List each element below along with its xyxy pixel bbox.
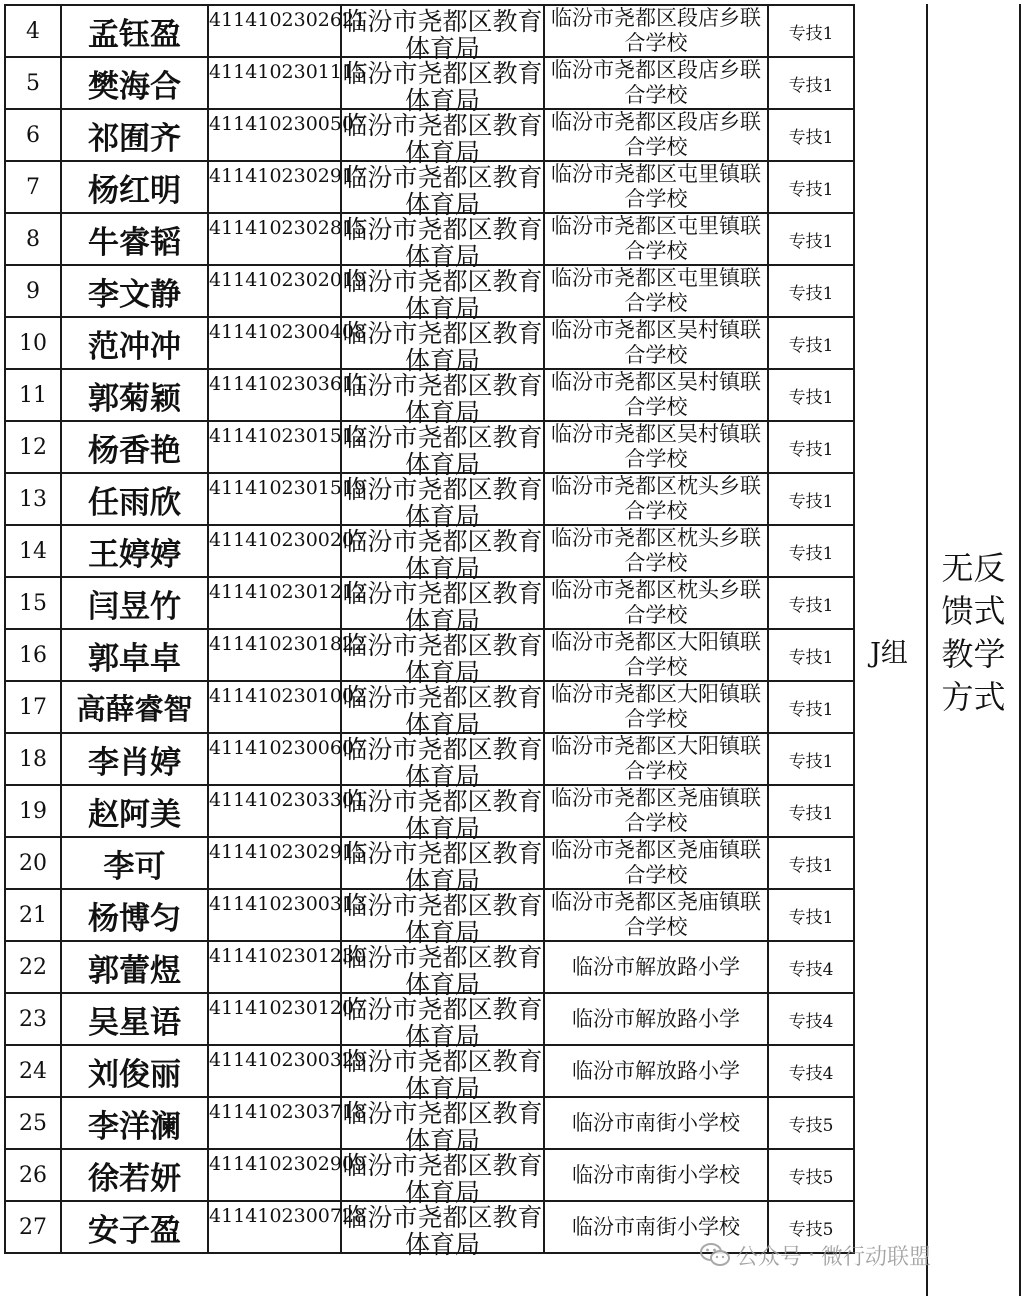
candidate-name: 祁囿齐 (61, 109, 208, 161)
table-row (5, 889, 854, 941)
table-row (5, 421, 854, 473)
candidate-name: 闫昱竹 (61, 577, 208, 629)
hiring-unit-cell (341, 317, 544, 375)
school-name: 临汾市解放路小学 (572, 1059, 740, 1083)
exam-id-cell (208, 629, 367, 681)
school-name: 临汾市尧都区尧庙镇联合学校 (551, 838, 761, 887)
exam-id-cell (208, 473, 367, 525)
hiring-unit-cell (341, 161, 544, 219)
exam-id-cell (208, 1149, 367, 1201)
post-code: 专技1 (768, 317, 854, 369)
exam-id: 4114102301115 (209, 61, 367, 83)
exam-id-cell (208, 265, 367, 317)
post-code: 专技5 (768, 1201, 854, 1253)
row-number: 12 (5, 421, 61, 473)
row-number: 11 (5, 369, 61, 421)
table-row (5, 1097, 854, 1149)
school-name-cell (544, 993, 768, 1045)
post-code: 专技1 (768, 473, 854, 525)
school-name: 临汾市南街小学校 (572, 1163, 740, 1187)
hiring-unit-cell (341, 681, 544, 739)
post-code: 专技5 (768, 1097, 854, 1149)
exam-id: 4114102302917 (209, 165, 367, 187)
hiring-unit: 临汾市尧都区教育体育局 (342, 943, 543, 999)
row-number: 6 (5, 109, 61, 161)
school-name: 临汾市尧都区屯里镇联合学校 (551, 214, 761, 263)
exam-id: 4114102302915 (209, 841, 367, 863)
table-row (5, 57, 854, 109)
hiring-unit-cell (341, 421, 544, 479)
table-row (5, 785, 854, 837)
group-cell (852, 4, 928, 1296)
candidate-name: 郭蕾煜 (61, 941, 208, 993)
exam-id: 4114102303301 (209, 789, 367, 811)
school-name-cell (544, 785, 768, 837)
hiring-unit-cell (341, 265, 544, 323)
post-code: 专技5 (768, 1149, 854, 1201)
watermark-account: 微行动联盟 (821, 1244, 932, 1270)
school-name-cell (544, 109, 768, 161)
post-code: 专技4 (768, 941, 854, 993)
candidate-name: 李肖婷 (61, 733, 208, 785)
school-name-cell (544, 941, 768, 993)
school-name: 临汾市解放路小学 (572, 1007, 740, 1031)
exam-id: 4114102301212 (209, 581, 367, 603)
exam-id-cell (208, 785, 367, 837)
hiring-unit-cell (341, 525, 544, 583)
exam-id-cell (208, 57, 367, 109)
school-name-cell (544, 369, 768, 421)
row-number: 9 (5, 265, 61, 317)
school-name: 临汾市尧都区屯里镇联合学校 (551, 162, 761, 211)
exam-id: 4114102302621 (209, 9, 367, 31)
post-code: 专技1 (768, 785, 854, 837)
school-name: 临汾市解放路小学 (572, 955, 740, 979)
hiring-unit: 临汾市尧都区教育体育局 (342, 631, 543, 687)
row-number: 13 (5, 473, 61, 525)
table-row (5, 577, 854, 629)
post-code: 专技4 (768, 1045, 854, 1097)
hiring-unit: 临汾市尧都区教育体育局 (342, 111, 543, 167)
school-name: 临汾市尧都区段店乡联合学校 (551, 110, 761, 159)
exam-id-cell (208, 1097, 367, 1149)
hiring-unit: 临汾市尧都区教育体育局 (342, 59, 543, 115)
school-name-cell (544, 213, 768, 265)
school-name-cell (544, 525, 768, 577)
hiring-unit: 临汾市尧都区教育体育局 (342, 267, 543, 323)
school-name: 临汾市尧都区枕头乡联合学校 (551, 578, 761, 627)
exam-id-cell (208, 993, 367, 1045)
post-code: 专技1 (768, 421, 854, 473)
row-number: 7 (5, 161, 61, 213)
school-name-cell (544, 837, 768, 889)
exam-id-cell (208, 213, 367, 265)
hiring-unit: 临汾市尧都区教育体育局 (342, 579, 543, 635)
school-name-cell (544, 161, 768, 213)
school-name-cell (544, 57, 768, 109)
exam-id: 4114102302815 (209, 217, 367, 239)
school-name: 临汾市南街小学校 (572, 1215, 740, 1239)
hiring-unit: 临汾市尧都区教育体育局 (342, 7, 543, 63)
hiring-unit: 临汾市尧都区教育体育局 (342, 683, 543, 739)
hiring-unit: 临汾市尧都区教育体育局 (342, 735, 543, 791)
hiring-unit: 临汾市尧都区教育体育局 (342, 319, 543, 375)
candidate-name: 杨香艳 (61, 421, 208, 473)
post-code: 专技1 (768, 837, 854, 889)
row-number: 5 (5, 57, 61, 109)
teaching-mode-label: 无反馈式教学方式 (941, 548, 1006, 716)
candidate-name: 樊海合 (61, 57, 208, 109)
school-name-cell (544, 473, 768, 525)
exam-id-cell (208, 5, 367, 57)
row-number: 10 (5, 317, 61, 369)
watermark-separator: · (808, 1242, 816, 1268)
row-number: 8 (5, 213, 61, 265)
exam-id: 4114102303611 (209, 373, 367, 395)
candidate-name: 吴星语 (61, 993, 208, 1045)
candidate-name: 王婷婷 (61, 525, 208, 577)
row-number: 26 (5, 1149, 61, 1201)
school-name-cell (544, 577, 768, 629)
school-name: 临汾市尧都区枕头乡联合学校 (551, 474, 761, 523)
school-name: 临汾市南街小学校 (572, 1111, 740, 1135)
candidate-name: 徐若妍 (61, 1149, 208, 1201)
teaching-mode-cell (928, 4, 1021, 1296)
post-code: 专技1 (768, 109, 854, 161)
school-name-cell (544, 889, 768, 941)
school-name-cell (544, 1097, 768, 1149)
table-row (5, 161, 854, 213)
hiring-unit-cell (341, 369, 544, 427)
table-row (5, 941, 854, 993)
post-code: 专技4 (768, 993, 854, 1045)
hiring-unit-cell (341, 1149, 544, 1207)
table-row (5, 837, 854, 889)
row-number: 27 (5, 1201, 61, 1253)
candidate-name: 李可 (61, 837, 208, 889)
hiring-unit: 临汾市尧都区教育体育局 (342, 995, 543, 1051)
post-code: 专技1 (768, 629, 854, 681)
exam-id: 4114102300408 (209, 321, 367, 343)
table-row (5, 369, 854, 421)
table-row (5, 1045, 854, 1097)
post-code: 专技1 (768, 265, 854, 317)
post-code: 专技1 (768, 369, 854, 421)
exam-id-cell (208, 421, 367, 473)
school-name-cell (544, 265, 768, 317)
exam-id: 4114102301822 (209, 633, 367, 655)
candidate-name: 李文静 (61, 265, 208, 317)
hiring-unit-cell (341, 109, 544, 167)
hiring-unit: 临汾市尧都区教育体育局 (342, 423, 543, 479)
school-name-cell (544, 5, 768, 57)
school-name-cell (544, 733, 768, 785)
row-number: 22 (5, 941, 61, 993)
hiring-unit-cell (341, 1045, 544, 1103)
hiring-unit: 临汾市尧都区教育体育局 (342, 215, 543, 271)
school-name: 临汾市尧都区段店乡联合学校 (551, 58, 761, 107)
wechat-icon (700, 1242, 730, 1268)
candidate-name: 杨红明 (61, 161, 208, 213)
exam-id: 4114102301519 (209, 477, 367, 499)
hiring-unit: 临汾市尧都区教育体育局 (342, 1151, 543, 1207)
post-code: 专技1 (768, 681, 854, 733)
hiring-unit: 临汾市尧都区教育体育局 (342, 1047, 543, 1103)
candidate-name: 孟钰盈 (61, 5, 208, 57)
table-row (5, 109, 854, 161)
post-code: 专技1 (768, 525, 854, 577)
candidate-name: 郭菊颖 (61, 369, 208, 421)
group-label: J组 (870, 637, 908, 669)
table-row (5, 1149, 854, 1201)
table-row (5, 213, 854, 265)
school-name: 临汾市尧都区尧庙镇联合学校 (551, 786, 761, 835)
hiring-unit-cell (341, 1097, 544, 1155)
hiring-unit-cell (341, 733, 544, 791)
watermark-prefix: 公众号 (736, 1244, 803, 1270)
post-code: 专技1 (768, 213, 854, 265)
hiring-unit: 临汾市尧都区教育体育局 (342, 1203, 543, 1259)
exam-id: 4114102301002 (209, 685, 367, 707)
school-name: 临汾市尧都区尧庙镇联合学校 (551, 890, 761, 939)
school-name-cell (544, 629, 768, 681)
hiring-unit-cell (341, 993, 544, 1051)
candidate-name: 高薛睿智 (61, 681, 208, 733)
candidate-name: 范冲冲 (61, 317, 208, 369)
exam-id: 4114102300313 (209, 893, 367, 915)
post-code: 专技1 (768, 577, 854, 629)
table-row (5, 681, 854, 733)
exam-id: 4114102302019 (209, 269, 367, 291)
table-row (5, 5, 854, 57)
school-name: 临汾市尧都区大阳镇联合学校 (551, 734, 761, 783)
exam-id-cell (208, 577, 367, 629)
candidate-name: 安子盈 (61, 1201, 208, 1253)
hiring-unit-cell (341, 941, 544, 999)
candidate-name: 赵阿美 (61, 785, 208, 837)
row-number: 16 (5, 629, 61, 681)
school-name: 临汾市尧都区大阳镇联合学校 (551, 682, 761, 731)
school-name: 临汾市尧都区屯里镇联合学校 (551, 266, 761, 315)
hiring-unit-cell (341, 57, 544, 115)
school-name-cell (544, 317, 768, 369)
hiring-unit: 临汾市尧都区教育体育局 (342, 891, 543, 947)
hiring-unit-cell (341, 629, 544, 687)
watermark (700, 1235, 931, 1275)
exam-id-cell (208, 1045, 367, 1097)
hiring-unit-cell (341, 577, 544, 635)
hiring-unit: 临汾市尧都区教育体育局 (342, 475, 543, 531)
school-name: 临汾市尧都区段店乡联合学校 (551, 6, 761, 55)
exam-id-cell (208, 837, 367, 889)
exam-id: 4114102301230 (209, 945, 367, 967)
candidate-name: 任雨欣 (61, 473, 208, 525)
exam-id-cell (208, 681, 367, 733)
candidate-name: 李洋澜 (61, 1097, 208, 1149)
school-name: 临汾市尧都区枕头乡联合学校 (551, 526, 761, 575)
hiring-unit-cell (341, 213, 544, 271)
exam-id-cell (208, 109, 367, 161)
hiring-unit-cell (341, 785, 544, 843)
school-name-cell (544, 1045, 768, 1097)
table-row (5, 265, 854, 317)
table-row (5, 317, 854, 369)
post-code: 专技1 (768, 733, 854, 785)
exam-id: 4114102301207 (209, 997, 367, 1019)
table-row (5, 473, 854, 525)
exam-id-cell (208, 889, 367, 941)
post-code: 专技1 (768, 5, 854, 57)
exam-id-cell (208, 161, 367, 213)
row-number: 15 (5, 577, 61, 629)
candidate-name: 牛睿韬 (61, 213, 208, 265)
hiring-unit: 临汾市尧都区教育体育局 (342, 527, 543, 583)
hiring-unit-cell (341, 1201, 544, 1259)
school-name: 临汾市尧都区吴村镇联合学校 (551, 422, 761, 471)
hiring-unit: 临汾市尧都区教育体育局 (342, 839, 543, 895)
row-number: 21 (5, 889, 61, 941)
exam-id: 4114102300507 (209, 113, 367, 135)
exam-id: 4114102300329 (209, 1049, 367, 1071)
row-number: 25 (5, 1097, 61, 1149)
school-name-cell (544, 421, 768, 473)
hiring-unit-cell (341, 473, 544, 531)
row-number: 4 (5, 5, 61, 57)
table-row (5, 733, 854, 785)
exam-id: 4114102303718 (209, 1101, 367, 1123)
school-name: 临汾市尧都区吴村镇联合学校 (551, 370, 761, 419)
hiring-unit: 临汾市尧都区教育体育局 (342, 787, 543, 843)
hiring-unit-cell (341, 5, 544, 63)
hiring-unit: 临汾市尧都区教育体育局 (342, 163, 543, 219)
row-number: 14 (5, 525, 61, 577)
school-name: 临汾市尧都区大阳镇联合学校 (551, 630, 761, 679)
school-name-cell (544, 681, 768, 733)
table-row (5, 993, 854, 1045)
post-code: 专技1 (768, 889, 854, 941)
post-code: 专技1 (768, 161, 854, 213)
hiring-unit-cell (341, 837, 544, 895)
exam-id-cell (208, 317, 367, 369)
row-number: 19 (5, 785, 61, 837)
hiring-unit: 临汾市尧都区教育体育局 (342, 1099, 543, 1155)
exam-id: 4114102301512 (209, 425, 367, 447)
candidate-name: 刘俊丽 (61, 1045, 208, 1097)
exam-id-cell (208, 733, 367, 785)
table-row (5, 525, 854, 577)
candidate-name: 杨博匀 (61, 889, 208, 941)
table-row (5, 629, 854, 681)
exam-id-cell (208, 525, 367, 577)
hiring-unit: 临汾市尧都区教育体育局 (342, 371, 543, 427)
hiring-unit-cell (341, 889, 544, 947)
exam-id-cell (208, 369, 367, 421)
exam-id: 4114102300728 (209, 1205, 367, 1227)
school-name: 临汾市尧都区吴村镇联合学校 (551, 318, 761, 367)
exam-id: 4114102300207 (209, 529, 367, 551)
candidate-name: 郭卓卓 (61, 629, 208, 681)
exam-id: 4114102302909 (209, 1153, 367, 1175)
exam-id-cell (208, 1201, 367, 1253)
post-code: 专技1 (768, 57, 854, 109)
exam-id: 4114102300607 (209, 737, 367, 759)
row-number: 23 (5, 993, 61, 1045)
exam-id-cell (208, 941, 367, 993)
row-number: 24 (5, 1045, 61, 1097)
school-name-cell (544, 1149, 768, 1201)
row-number: 17 (5, 681, 61, 733)
row-number: 20 (5, 837, 61, 889)
row-number: 18 (5, 733, 61, 785)
